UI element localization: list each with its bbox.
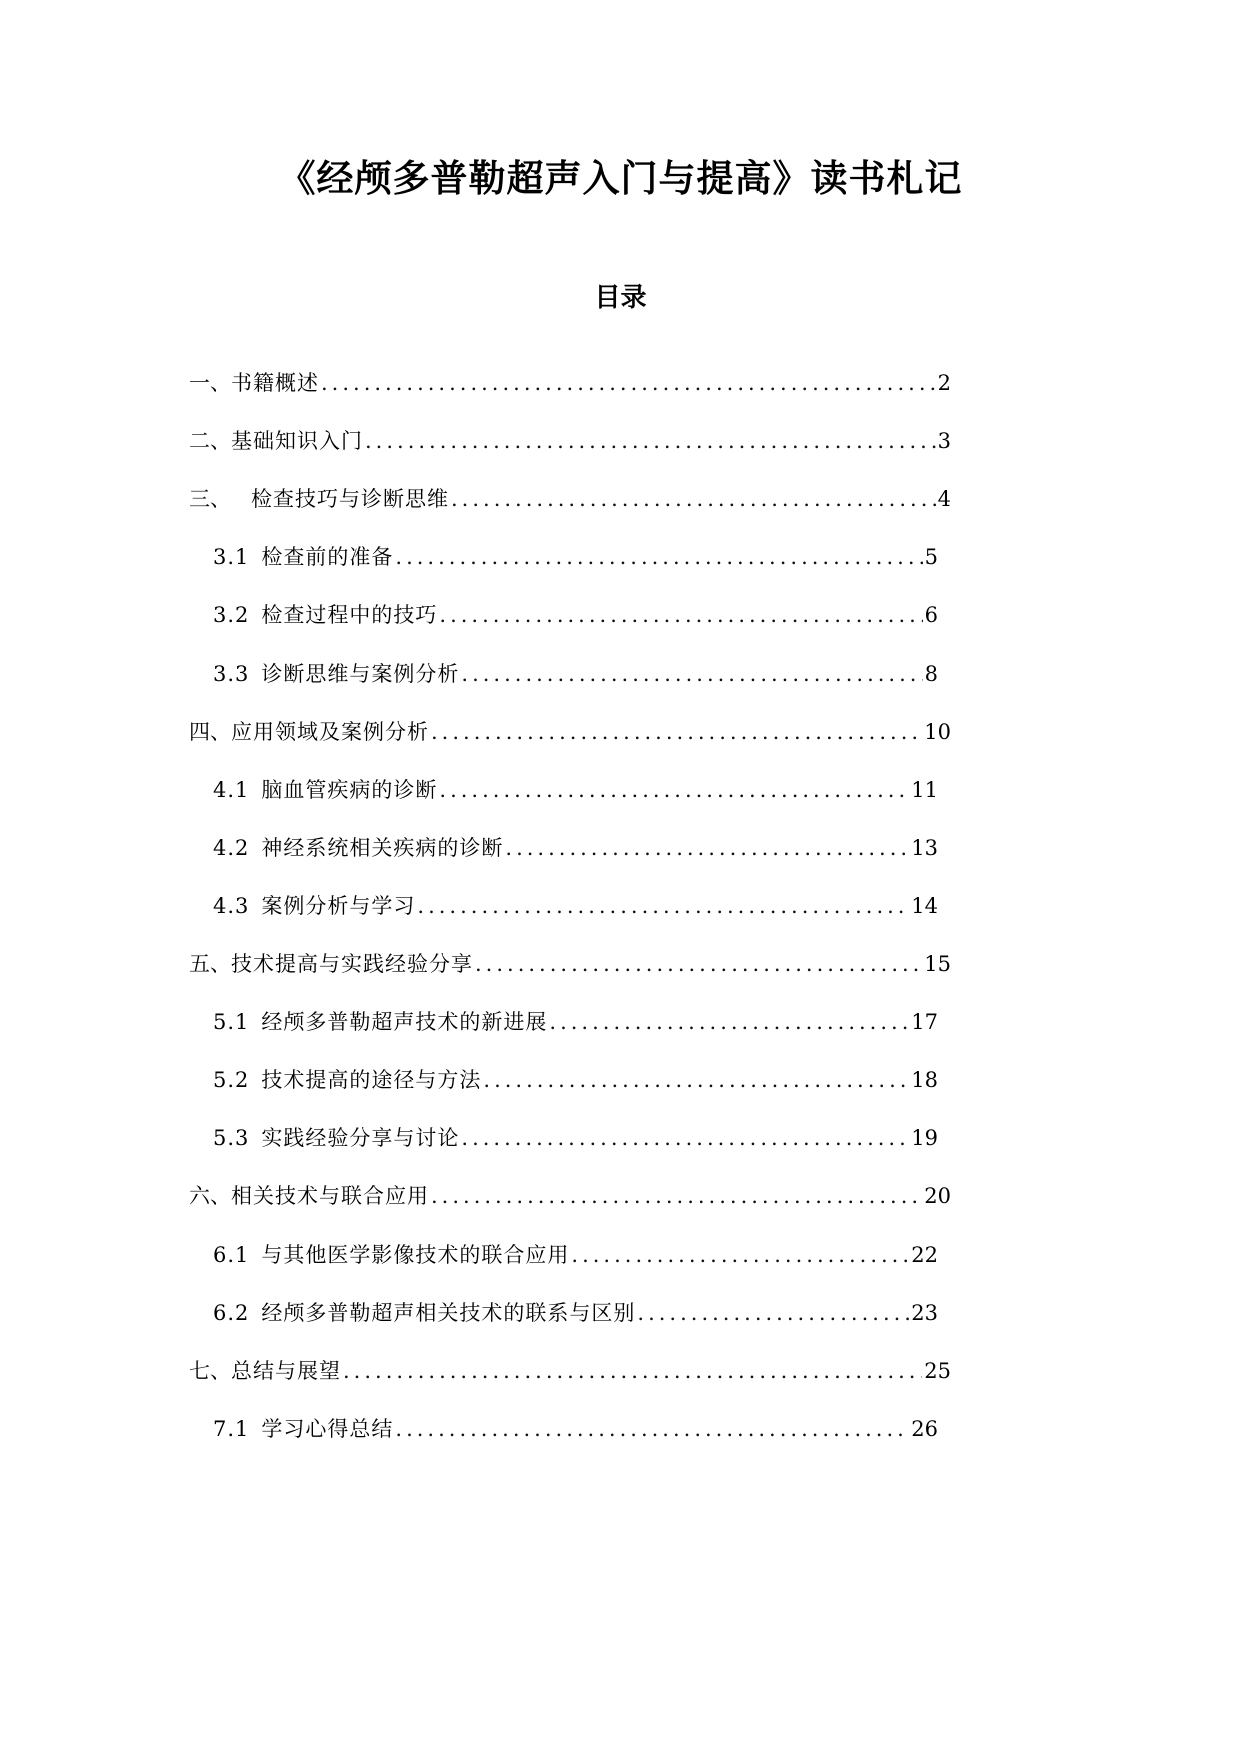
toc-entry-page-number: 20 xyxy=(924,1184,951,1208)
toc-dot-leader xyxy=(395,1412,909,1446)
toc-entry[interactable] xyxy=(189,482,951,516)
toc-entry-page-number: 26 xyxy=(911,1417,938,1441)
toc-entry-label: 经颅多普勒超声技术的新进展 xyxy=(261,1010,548,1034)
toc-entry[interactable] xyxy=(213,598,938,632)
toc-entry-number: 5.3 xyxy=(213,1126,250,1150)
toc-dot-leader xyxy=(549,1005,909,1039)
toc-dot-leader xyxy=(431,1179,922,1213)
toc-entry-page-number: 5 xyxy=(924,545,938,569)
toc-entry-label: 学习心得总结 xyxy=(261,1417,394,1441)
toc-dot-leader xyxy=(571,1238,909,1272)
toc-dot-leader xyxy=(343,1354,922,1388)
toc-dot-leader xyxy=(483,1063,909,1097)
toc-entry-number: 四、 xyxy=(189,720,231,744)
toc-entry-page-number: 18 xyxy=(911,1068,938,1092)
toc-entry-page-number: 2 xyxy=(937,371,951,395)
toc-entry-page-number: 25 xyxy=(924,1359,951,1383)
toc-entry-page-number: 14 xyxy=(911,894,938,918)
toc-entry-label: 经颅多普勒超声相关技术的联系与区别 xyxy=(261,1301,636,1325)
toc-entry-label: 与其他医学影像技术的联合应用 xyxy=(261,1243,570,1267)
toc-entry-page-number: 6 xyxy=(924,603,938,627)
toc-entry-number: 5.2 xyxy=(213,1068,250,1092)
toc-heading: 目录 xyxy=(594,283,647,313)
toc-entry[interactable] xyxy=(213,540,938,574)
toc-entry-number: 6.1 xyxy=(213,1243,250,1267)
toc-entry[interactable] xyxy=(189,947,951,981)
toc-dot-leader xyxy=(475,947,922,981)
toc-entry-number: 5.1 xyxy=(213,1010,250,1034)
toc-entry-label: 技术提高的途径与方法 xyxy=(261,1068,482,1092)
toc-entry-label: 技术提高与实践经验分享 xyxy=(231,952,473,976)
toc-dot-leader xyxy=(461,657,922,691)
toc-entry-label: 脑血管疾病的诊断 xyxy=(261,778,438,802)
toc-entry[interactable] xyxy=(189,1179,951,1213)
toc-entry-page-number: 8 xyxy=(924,662,938,686)
toc-entry-number: 三、 xyxy=(189,487,231,511)
toc-entry-label: 实践经验分享与讨论 xyxy=(261,1126,460,1150)
toc-dot-leader xyxy=(395,540,922,574)
toc-entry-label: 检查技巧与诊断思维 xyxy=(251,487,449,511)
toc-entry[interactable] xyxy=(213,1238,938,1272)
toc-entry-page-number: 17 xyxy=(911,1010,938,1034)
toc-entry[interactable] xyxy=(213,657,938,691)
toc-entry-page-number: 3 xyxy=(937,429,951,453)
toc-entry-number: 4.2 xyxy=(213,836,250,860)
toc-entry-number: 二、 xyxy=(189,429,231,453)
toc-entry-page-number: 15 xyxy=(924,952,951,976)
toc-entry[interactable] xyxy=(213,1412,938,1446)
toc-dot-leader xyxy=(365,424,936,458)
toc-dot-leader xyxy=(439,598,922,632)
toc-entry-label: 基础知识入门 xyxy=(231,429,363,453)
toc-entry-number: 3.1 xyxy=(213,545,250,569)
toc-entry[interactable] xyxy=(213,1063,938,1097)
toc-entry-number: 六、 xyxy=(189,1184,231,1208)
toc-entry[interactable] xyxy=(189,424,951,458)
toc-dot-leader xyxy=(439,773,909,807)
toc-entry-label: 检查过程中的技巧 xyxy=(261,603,438,627)
toc-entry-page-number: 11 xyxy=(911,778,938,802)
toc-entry-number: 4.1 xyxy=(213,778,250,802)
toc-entry-label: 神经系统相关疾病的诊断 xyxy=(261,836,504,860)
toc-entry-label: 诊断思维与案例分析 xyxy=(261,662,460,686)
toc-entry-label: 总结与展望 xyxy=(231,1359,341,1383)
toc-entry-label: 检查前的准备 xyxy=(261,545,394,569)
toc-dot-leader xyxy=(461,1121,909,1155)
document-title: 《经颅多普勒超声入门与提高》读书札记 xyxy=(278,156,963,200)
toc-dot-leader xyxy=(417,889,909,923)
toc-entry-number: 五、 xyxy=(189,952,231,976)
toc-entry-label: 案例分析与学习 xyxy=(261,894,416,918)
toc-entry-number: 一、 xyxy=(189,371,231,395)
toc-entry-number: 3.2 xyxy=(213,603,250,627)
toc-entry[interactable] xyxy=(213,1005,938,1039)
toc-entry-number: 6.2 xyxy=(213,1301,250,1325)
toc-entry-page-number: 19 xyxy=(911,1126,938,1150)
toc-entry[interactable] xyxy=(213,831,938,865)
toc-entry[interactable] xyxy=(213,773,938,807)
toc-dot-leader xyxy=(637,1296,909,1330)
toc-entry-number: 七、 xyxy=(189,1359,231,1383)
toc-dot-leader xyxy=(505,831,909,865)
toc-entry-label: 书籍概述 xyxy=(231,371,319,395)
toc-entry-label: 应用领域及案例分析 xyxy=(231,720,429,744)
toc-entry-page-number: 23 xyxy=(911,1301,938,1325)
toc-entry-page-number: 4 xyxy=(937,487,951,511)
toc-entry-page-number: 13 xyxy=(911,836,938,860)
toc-entry-page-number: 22 xyxy=(911,1243,938,1267)
toc-entry-number: 4.3 xyxy=(213,894,250,918)
toc-dot-leader xyxy=(451,482,936,516)
toc-entry[interactable] xyxy=(213,1296,938,1330)
toc-dot-leader xyxy=(321,366,936,400)
toc-entry-number: 7.1 xyxy=(213,1417,250,1441)
toc-entry[interactable] xyxy=(189,715,951,749)
toc-entry-number: 3.3 xyxy=(213,662,250,686)
toc-entry[interactable] xyxy=(213,889,938,923)
toc-entry[interactable] xyxy=(189,1354,951,1388)
toc-entry[interactable] xyxy=(189,366,951,400)
toc-entry-page-number: 10 xyxy=(924,720,951,744)
toc-entry-label: 相关技术与联合应用 xyxy=(231,1184,429,1208)
toc-entry[interactable] xyxy=(213,1121,938,1155)
toc-dot-leader xyxy=(431,715,922,749)
